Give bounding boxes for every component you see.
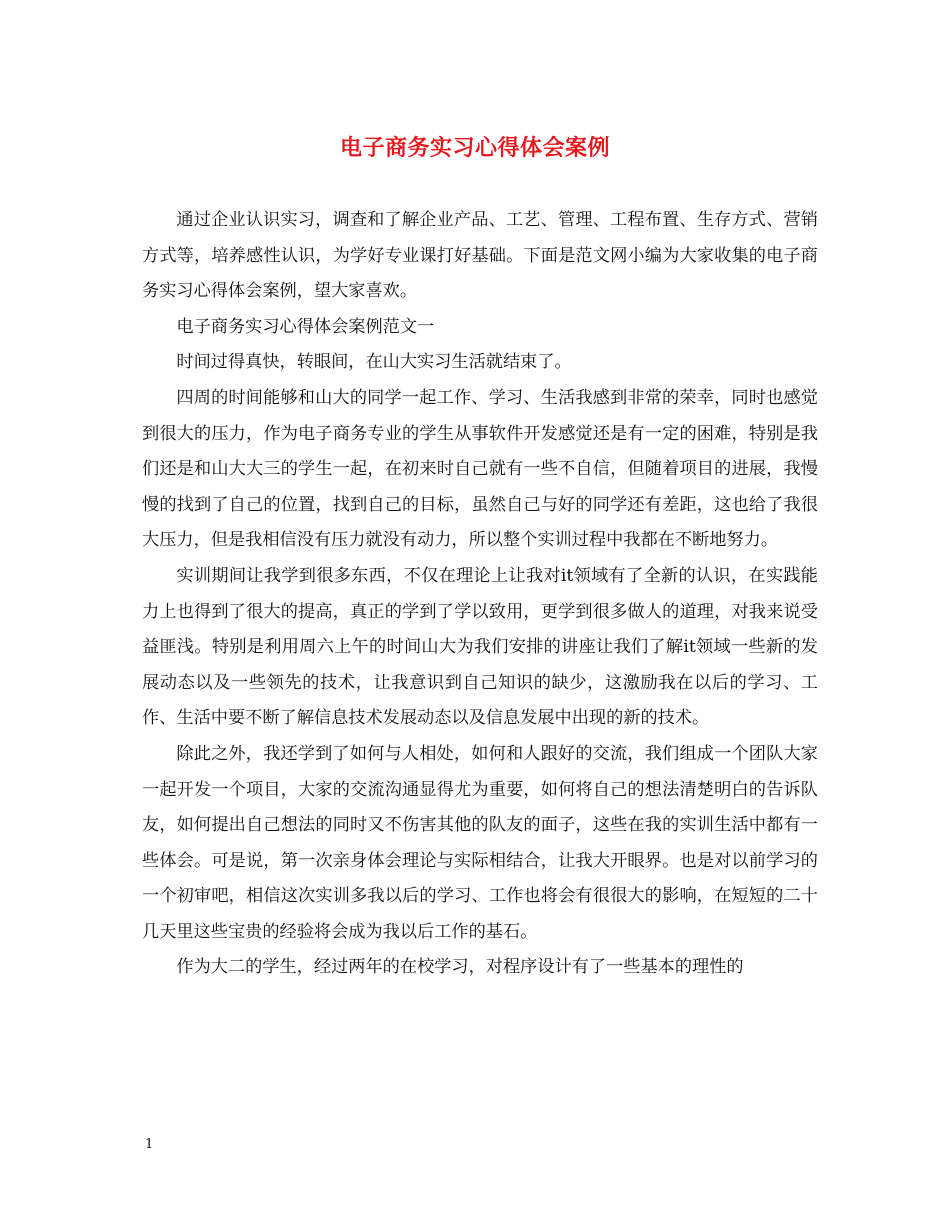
document-body [142,203,818,986]
paragraph: 四周的时间能够和山大的同学一起工作、学习、生活我感到非常的荣幸，同时也感觉到很大的压力，作为电子商务专业的学生从事软件开发感觉还是有一定的困难，特别是我们还是和山大大三的学生一起，在初来时自己就有一些不自信，但随着项目的进展，我慢慢的找到了自己的位置，找到自己的目标，虽然自己与好的同学还有差距，这也给了我很大压力，但是我相信没有压力就没有动力，所以整个实训过程中我都在不断地努力。 [142,387,818,551]
paragraph-intro: 通过企业认识实习，调查和了解企业产品、工艺、管理、工程布置、生存方式、营销方式等，培养感性认识，为学好专业课打好基础。下面是范文网小编为大家收集的电子商务实习心得体会案例，望大家喜欢。 [142,210,818,302]
paragraph-section-heading: 电子商务实习心得体会案例范文一 [176,316,435,337]
paragraph: 时间过得真快，转眼间，在山大实习生活就结束了。 [176,352,572,373]
paragraph: 作为大二的学生，经过两年的在校学习，对程序设计有了一些基本的理性的 [176,957,744,978]
document-title: 电子商务实习心得体会案例 [339,135,610,161]
paragraph: 除此之外，我还学到了如何与人相处，如何和人跟好的交流，我们组成一个团队大家一起开发一个项目，大家的交流沟通显得尤为重要，如何将自己的想法清楚明白的告诉队友，如何提出自己想法的同时又不伤害其他的队友的面子，这些在我的实训生活中都有一些体会。可是说，第一次亲身体会理论与实际相结合，让我大开眼界。也是对以前学习的一个初审吧，相信这次实训多我以后的学习、工作也将会有很很大的影响，在短短的二十几天里这些宝贵的经验将会成为我以后工作的基石。 [142,743,818,942]
paragraph: 实训期间让我学到很多东西，不仅在理论上让我对it领域有了全新的认识，在实践能力上也得到了很大的提高，真正的学到了学以致用，更学到很多做人的道理，对我来说受益匪浅。特别是利用周六上午的时间山大为我们安排的讲座让我们了解it领域一些新的发展动态以及一些领先的技术，让我意识到自己知识的缺少，这激励我在以后的学习、工作、生活中要不断了解信息技术发展动态以及信息发展中出现的新的技术。 [142,565,818,729]
page-number: 1 [145,1137,154,1152]
